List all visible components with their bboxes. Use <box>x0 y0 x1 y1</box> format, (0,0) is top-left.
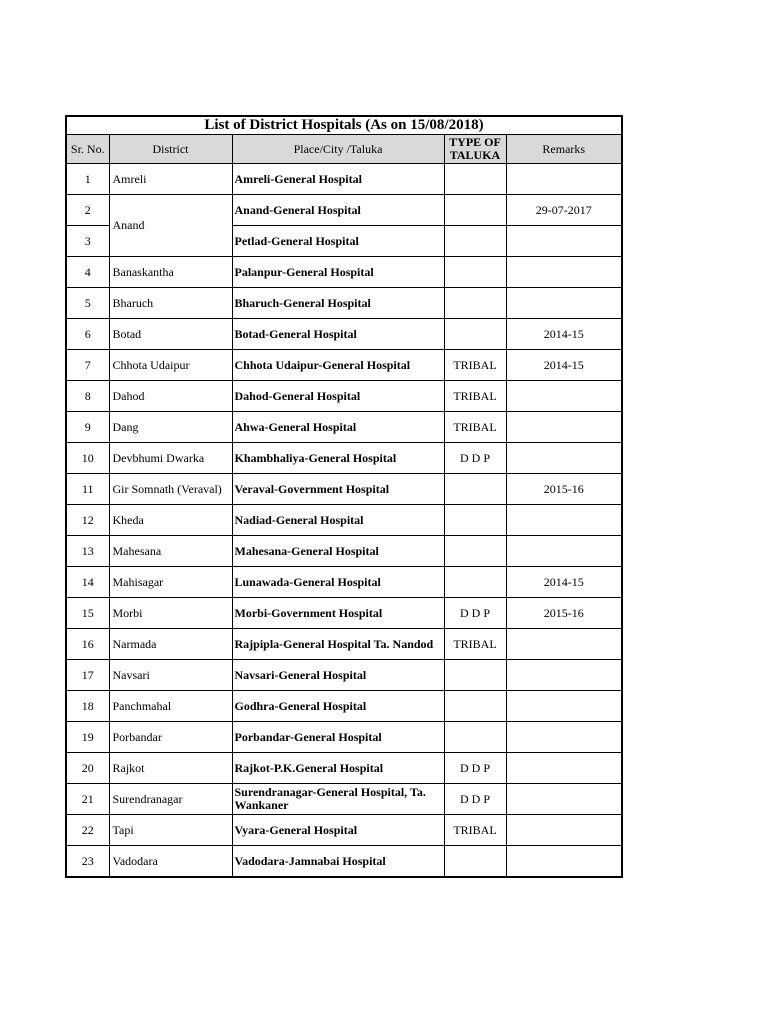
district-cell: Anand <box>109 195 232 257</box>
remarks-cell <box>506 629 622 660</box>
table-title: List of District Hospitals (As on 15/08/2018) <box>66 116 622 135</box>
remarks-cell <box>506 536 622 567</box>
place-cell: Rajpipla-General Hospital Ta. Nandod <box>232 629 444 660</box>
place-cell: Amreli-General Hospital <box>232 164 444 195</box>
district-cell: Botad <box>109 319 232 350</box>
place-cell: Navsari-General Hospital <box>232 660 444 691</box>
sr-no-cell: 20 <box>66 753 109 784</box>
sr-no-cell: 14 <box>66 567 109 598</box>
district-cell: Panchmahal <box>109 691 232 722</box>
place-cell: Mahesana-General Hospital <box>232 536 444 567</box>
place-cell: Rajkot-P.K.General Hospital <box>232 753 444 784</box>
sr-no-cell: 18 <box>66 691 109 722</box>
remarks-cell <box>506 381 622 412</box>
place-cell: Ahwa-General Hospital <box>232 412 444 443</box>
taluka-type-cell: TRIBAL <box>444 412 506 443</box>
remarks-cell <box>506 691 622 722</box>
remarks-cell <box>506 443 622 474</box>
place-cell: Vadodara-Jamnabai Hospital <box>232 846 444 878</box>
district-cell: Mahesana <box>109 536 232 567</box>
place-cell: Lunawada-General Hospital <box>232 567 444 598</box>
remarks-cell: 2014-15 <box>506 567 622 598</box>
place-cell: Bharuch-General Hospital <box>232 288 444 319</box>
table-row <box>66 195 622 226</box>
place-cell: Nadiad-General Hospital <box>232 505 444 536</box>
sr-no-cell: 23 <box>66 846 109 878</box>
district-cell: Vadodara <box>109 846 232 878</box>
table-row <box>66 784 622 815</box>
sr-no-cell: 22 <box>66 815 109 846</box>
table-row <box>66 598 622 629</box>
district-cell: Chhota Udaipur <box>109 350 232 381</box>
sr-no-cell: 3 <box>66 226 109 257</box>
district-hospitals-table <box>65 115 623 878</box>
header-row <box>66 135 622 164</box>
table-row <box>66 288 622 319</box>
place-cell: Khambhaliya-General Hospital <box>232 443 444 474</box>
taluka-type-cell <box>444 195 506 226</box>
district-cell: Morbi <box>109 598 232 629</box>
place-cell: Porbandar-General Hospital <box>232 722 444 753</box>
sr-no-cell: 19 <box>66 722 109 753</box>
taluka-type-cell <box>444 257 506 288</box>
place-cell: Godhra-General Hospital <box>232 691 444 722</box>
table-row <box>66 474 622 505</box>
remarks-cell: 2015-16 <box>506 598 622 629</box>
header-remarks: Remarks <box>506 135 622 164</box>
district-cell: Porbandar <box>109 722 232 753</box>
remarks-cell <box>506 288 622 319</box>
district-cell: Bharuch <box>109 288 232 319</box>
taluka-type-cell <box>444 474 506 505</box>
sr-no-cell: 5 <box>66 288 109 319</box>
table-row <box>66 753 622 784</box>
taluka-type-cell: D D P <box>444 784 506 815</box>
sr-no-cell: 12 <box>66 505 109 536</box>
sr-no-cell: 11 <box>66 474 109 505</box>
sr-no-cell: 2 <box>66 195 109 226</box>
taluka-type-cell <box>444 505 506 536</box>
sr-no-cell: 10 <box>66 443 109 474</box>
header-sr-no: Sr. No. <box>66 135 109 164</box>
table-row <box>66 660 622 691</box>
sr-no-cell: 8 <box>66 381 109 412</box>
sr-no-cell: 21 <box>66 784 109 815</box>
taluka-type-cell: D D P <box>444 443 506 474</box>
sr-no-cell: 16 <box>66 629 109 660</box>
taluka-type-cell <box>444 226 506 257</box>
district-cell: Dang <box>109 412 232 443</box>
taluka-type-cell <box>444 691 506 722</box>
place-cell: Vyara-General Hospital <box>232 815 444 846</box>
taluka-type-cell: TRIBAL <box>444 815 506 846</box>
taluka-type-cell: TRIBAL <box>444 350 506 381</box>
table-row <box>66 629 622 660</box>
table-row <box>66 505 622 536</box>
remarks-cell <box>506 846 622 878</box>
taluka-type-cell: D D P <box>444 598 506 629</box>
place-cell: Veraval-Government Hospital <box>232 474 444 505</box>
place-cell: Surendranagar-General Hospital, Ta. Wankaner <box>232 784 444 815</box>
taluka-type-cell <box>444 319 506 350</box>
header-place: Place/City /Taluka <box>232 135 444 164</box>
table-row <box>66 722 622 753</box>
taluka-type-cell <box>444 660 506 691</box>
place-cell: Dahod-General Hospital <box>232 381 444 412</box>
taluka-type-cell <box>444 722 506 753</box>
taluka-type-cell: TRIBAL <box>444 629 506 660</box>
remarks-cell <box>506 660 622 691</box>
table-row <box>66 815 622 846</box>
taluka-type-cell <box>444 846 506 878</box>
remarks-cell <box>506 505 622 536</box>
remarks-cell <box>506 412 622 443</box>
taluka-type-cell <box>444 567 506 598</box>
district-cell: Amreli <box>109 164 232 195</box>
remarks-cell <box>506 784 622 815</box>
taluka-type-cell: D D P <box>444 753 506 784</box>
district-cell: Devbhumi Dwarka <box>109 443 232 474</box>
remarks-cell <box>506 815 622 846</box>
sr-no-cell: 7 <box>66 350 109 381</box>
district-cell: Mahisagar <box>109 567 232 598</box>
table-row <box>66 846 622 878</box>
table-row <box>66 443 622 474</box>
place-cell: Palanpur-General Hospital <box>232 257 444 288</box>
remarks-cell: 2014-15 <box>506 319 622 350</box>
district-cell: Dahod <box>109 381 232 412</box>
place-cell: Chhota Udaipur-General Hospital <box>232 350 444 381</box>
remarks-cell <box>506 753 622 784</box>
remarks-cell: 2015-16 <box>506 474 622 505</box>
taluka-type-cell <box>444 164 506 195</box>
table-row <box>66 164 622 195</box>
table-row <box>66 381 622 412</box>
district-cell: Navsari <box>109 660 232 691</box>
remarks-cell <box>506 257 622 288</box>
district-cell: Surendranagar <box>109 784 232 815</box>
place-cell: Anand-General Hospital <box>232 195 444 226</box>
remarks-cell: 29-07-2017 <box>506 195 622 226</box>
taluka-type-cell <box>444 536 506 567</box>
table-row <box>66 350 622 381</box>
table-title-row <box>66 116 622 135</box>
remarks-cell: 2014-15 <box>506 350 622 381</box>
sr-no-cell: 13 <box>66 536 109 567</box>
district-cell: Kheda <box>109 505 232 536</box>
district-cell: Rajkot <box>109 753 232 784</box>
sr-no-cell: 15 <box>66 598 109 629</box>
place-cell: Morbi-Government Hospital <box>232 598 444 629</box>
taluka-type-cell: TRIBAL <box>444 381 506 412</box>
place-cell: Botad-General Hospital <box>232 319 444 350</box>
header-type-of-taluka: TYPE OF TALUKA <box>444 135 506 164</box>
header-district: District <box>109 135 232 164</box>
remarks-cell <box>506 164 622 195</box>
sr-no-cell: 1 <box>66 164 109 195</box>
district-cell: Narmada <box>109 629 232 660</box>
sr-no-cell: 9 <box>66 412 109 443</box>
district-cell: Gir Somnath (Veraval) <box>109 474 232 505</box>
sr-no-cell: 6 <box>66 319 109 350</box>
remarks-cell <box>506 226 622 257</box>
table-row <box>66 691 622 722</box>
district-cell: Banaskantha <box>109 257 232 288</box>
taluka-type-cell <box>444 288 506 319</box>
remarks-cell <box>506 722 622 753</box>
sr-no-cell: 4 <box>66 257 109 288</box>
table-row <box>66 536 622 567</box>
place-cell: Petlad-General Hospital <box>232 226 444 257</box>
district-cell: Tapi <box>109 815 232 846</box>
table-row <box>66 319 622 350</box>
table-row <box>66 412 622 443</box>
sr-no-cell: 17 <box>66 660 109 691</box>
table-row <box>66 567 622 598</box>
table-row <box>66 257 622 288</box>
